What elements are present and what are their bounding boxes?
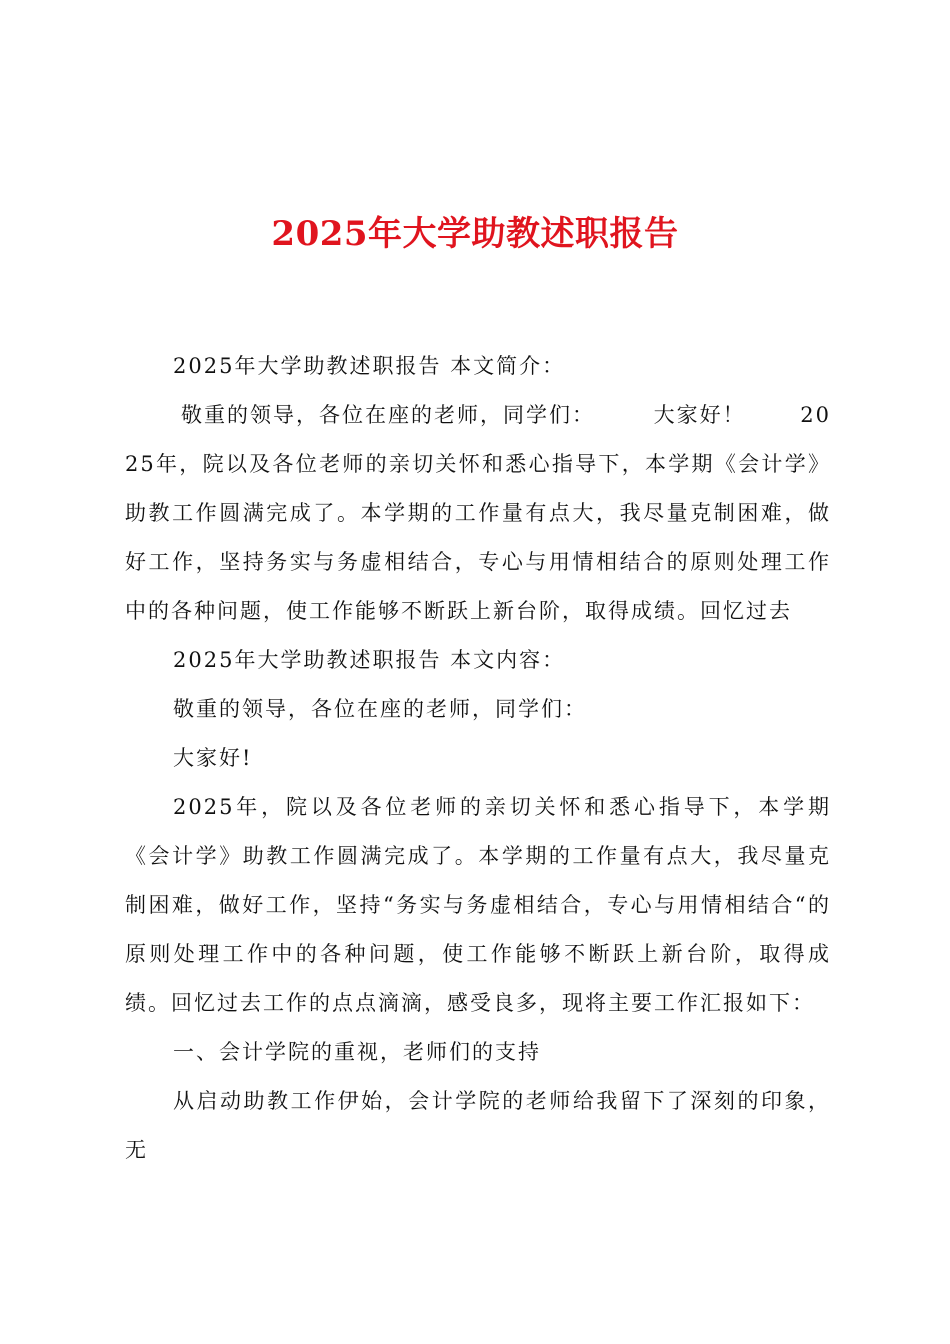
greeting: 大家好! [173,746,253,770]
document-title: 2025年大学助教述职报告 [271,214,679,254]
intro-paragraph: 2025年，院以及各位老师的亲切关怀和悉心指导下，本学期《会计学》助教工作圆满完成了。本学期的工作量有点大，我尽量克制困难，做好工作，坚持“务实与务虚相结合，专心与用情相结合“的原则处理工作中的各种问题，使工作能够不断跃上新台阶，取得成绩。回忆过去工作的点点滴滴，感受良多，现将主要工作汇报如下： [125,795,831,1015]
salutation: 敬重的领导，各位在座的老师，同学们： [173,697,587,721]
section-heading-1: 一、会计学院的重视，老师们的支持 [173,1040,541,1064]
summary-paragraph: 敬重的领导，各位在座的老师，同学们： 大家好！ 2025年，院以及各位老师的亲切关怀和悉心指导下，本学期《会计学》助教工作圆满完成了。本学期的工作量有点大，我尽量克制困难，做好工作，坚持务实与务虚相结合，专心与用情相结合的原则处理工作中的各种问题，使工作能够不断跃上新台阶，取得成绩。回忆过去 [125,403,831,623]
document-body [125,342,831,1175]
section-1-paragraph: 从启动助教工作伊始，会计学院的老师给我留下了深刻的印象，无 [125,1089,831,1162]
summary-heading: 2025年大学助教述职报告 本文简介： [173,354,566,378]
content-heading: 2025年大学助教述职报告 本文内容： [173,648,566,672]
